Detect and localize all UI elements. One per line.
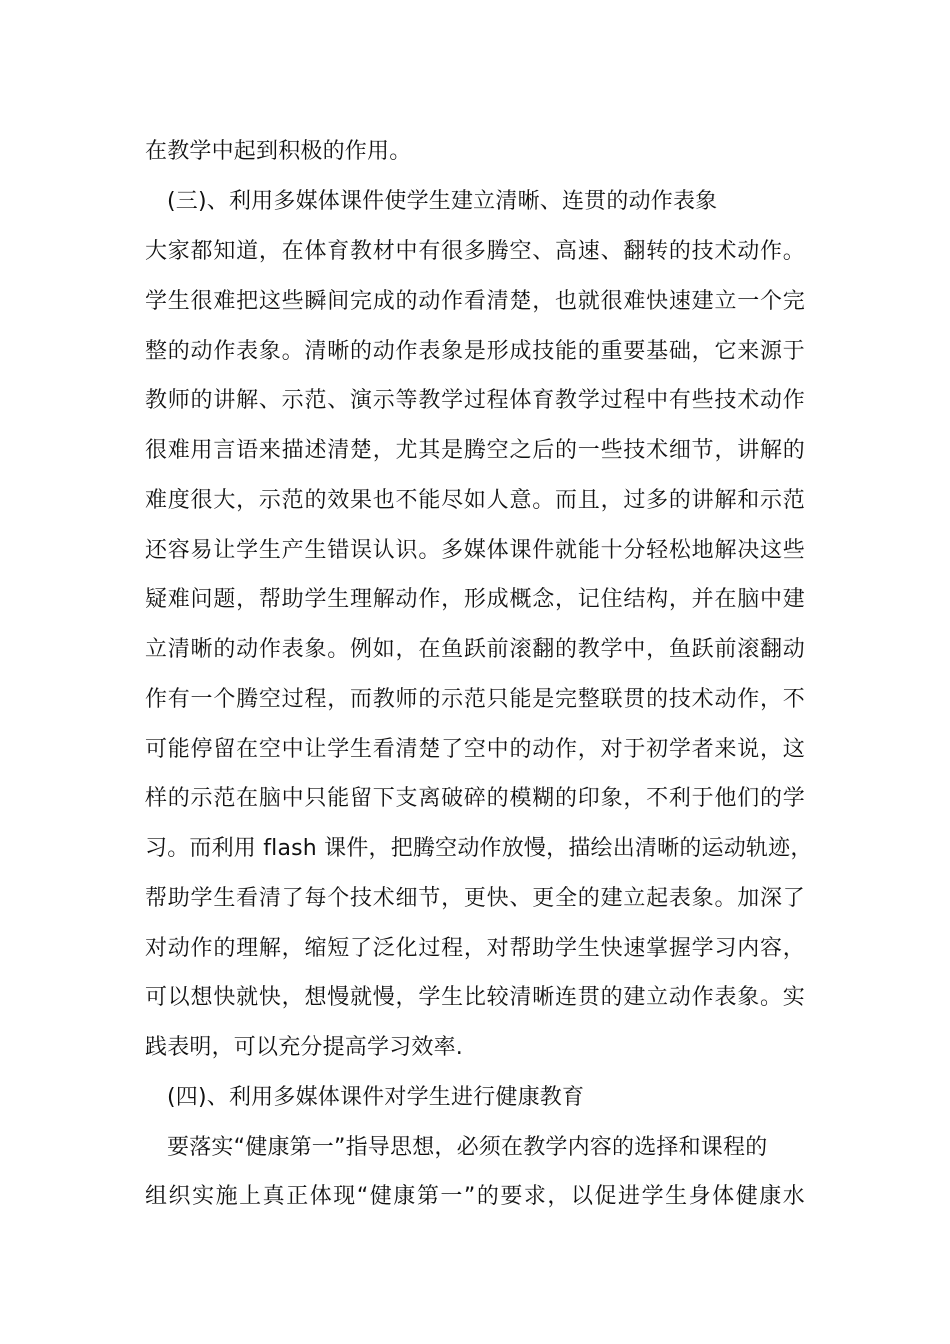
text-line: 践表明，可以充分提高学习效率. [145,1035,463,1060]
text-line: 大家都知道，在体育教材中有很多腾空、高速、翻转的技术动作。 [145,239,805,264]
text-line: 习。而利用 flash 课件，把腾空动作放慢，描绘出清晰的运动轨迹， [145,836,813,861]
text-line: 还容易让学生产生错误认识。多媒体课件就能十分轻松地解决这些 [145,538,805,563]
text-line: 要落实“健康第一”指导思想，必须在教学内容的选择和课程的 [167,1135,768,1160]
text-line: 作有一个腾空过程，而教师的示范只能是完整联贯的技术动作，不 [145,687,805,712]
text-line: 整的动作表象。清晰的动作表象是形成技能的重要基础，它来源于 [145,339,805,364]
text-line: 对动作的理解，缩短了泛化过程，对帮助学生快速掌握学习内容， [145,936,805,961]
text-line: 帮助学生看清了每个技术细节，更快、更全的建立起表象。加深了 [145,886,805,911]
text-line: 学生很难把这些瞬间完成的动作看清楚，也就很难快速建立一个完 [145,289,805,314]
text-line: 可能停留在空中让学生看清楚了空中的动作，对于初学者来说，这 [145,737,805,762]
text-line: 可以想快就快，想慢就慢，学生比较清晰连贯的建立动作表象。实 [145,985,805,1010]
text-line: 难度很大，示范的效果也不能尽如人意。而且，过多的讲解和示范 [145,488,805,513]
text-line: 组织实施上真正体现“健康第一”的要求，以促进学生身体健康水 [145,1184,805,1209]
text-line: 样的示范在脑中只能留下支离破碎的模糊的印象，不利于他们的学 [145,786,805,811]
text-line: 立清晰的动作表象。例如，在鱼跃前滚翻的教学中，鱼跃前滚翻动 [145,637,805,662]
section-heading-3: (三)、利用多媒体课件使学生建立清晰、连贯的动作表象 [167,189,718,214]
text-line: 教师的讲解、示范、演示等教学过程体育教学过程中有些技术动作 [145,388,805,413]
section-heading-4: (四)、利用多媒体课件对学生进行健康教育 [167,1085,585,1110]
text-line: 在教学中起到积极的作用。 [145,139,412,164]
text-line: 疑难问题，帮助学生理解动作，形成概念，记住结构，并在脑中建 [145,587,805,612]
text-line: 很难用言语来描述清楚，尤其是腾空之后的一些技术细节，讲解的 [145,438,805,463]
